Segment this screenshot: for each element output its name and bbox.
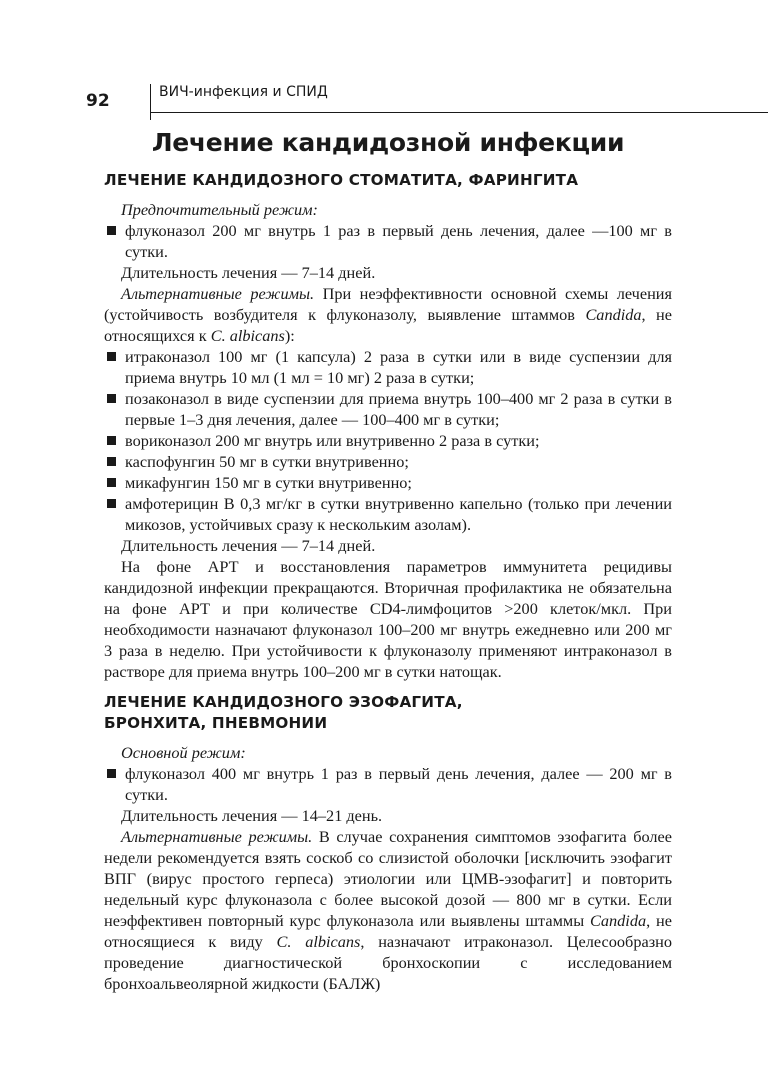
list-item: флуконазол 400 мг внутрь 1 раз в первый день лечения, далее — 200 мг в сутки. (104, 763, 672, 805)
list-item: позаконазол в виде суспензии для приема внутрь 100–400 мг 2 раза в сутки в первые 1–3 дня лечения, далее — 100–400 мг в сутки; (104, 388, 672, 430)
bullet-square-icon (107, 499, 116, 508)
bullet-square-icon (107, 394, 116, 403)
main-regimen-list (104, 763, 672, 805)
list-item: флуконазол 200 мг внутрь 1 раз в первый день лечения, далее —100 мг в сутки. (104, 220, 672, 262)
list-item: амфотерицин В 0,3 мг/кг в сутки внутривенно капельно (только при лечении микозов, устойчивых сразу к нескольким азолам). (104, 493, 672, 535)
page-header (86, 84, 686, 120)
bullet-square-icon (107, 226, 116, 235)
alternative-regimens-paragraph: Альтернативные режимы. В случае сохранения симптомов эзофагита более недели рекомендуется взять соскоб со слизистой оболочки [исключить эзофагит ВПГ (вирус простого герпеса) этиологии или ЦМВ-эзофагит] и повторить недельный курс флуконазола с более высокой дозой — 800 мг в сутки. Если неэффективен повторный курс флуконазола или выявлены штаммы Candida, не относящиеся к виду C. albicans, назначают итраконазол. Целесообразно проведение диагностической бронхоскопии с исследованием бронхоальвеолярной жидкости (БАЛЖ) (104, 827, 673, 993)
bullet-square-icon (107, 436, 116, 445)
bullet-square-icon (107, 478, 116, 487)
duration-text: Длительность лечения — 7–14 дней. (121, 536, 376, 555)
bullet-square-icon (107, 457, 116, 466)
main-regimen-label: Основной режим: (121, 743, 246, 762)
running-title: ВИЧ-инфекция и СПИД (159, 84, 328, 100)
body-paragraph: На фоне АРТ и восстановления параметров иммунитета рецидивы кандидозной инфекции прекращаются. Вторичная профилактика не обязательна на фоне АРТ и при количестве CD4-лимфоцитов >200 клеток/мкл. При необходимости назначают флуконазол 100–200 мг внутрь ежедневно или 200 мг 3 раза в неделю. При устойчивости к флуконазолу применяют интраконазол в растворе для приема внутрь 100–200 мг в сутки натощак. (104, 557, 672, 681)
duration-text: Длительность лечения — 7–14 дней. (121, 263, 376, 282)
bullet-square-icon (107, 769, 116, 778)
chapter-title: Лечение кандидозной инфекции (151, 128, 625, 157)
bullet-square-icon (107, 352, 116, 361)
alternative-regimens-intro: Альтернативные режимы. При неэффективности основной схемы лечения (устойчивость возбудителя к флуконазолу, выявление штаммов Candida, не относящихся к C. albicans): (104, 284, 673, 345)
page-number: 92 (86, 91, 110, 111)
page-content (104, 128, 672, 994)
list-item: микафунгин 150 мг в сутки внутривенно; (104, 472, 672, 493)
alternative-regimens-label: Альтернативные режимы. (121, 827, 313, 846)
header-horizontal-rule (150, 112, 768, 113)
section-heading-esophagitis: ЛЕЧЕНИЕ КАНДИДОЗНОГО ЭЗОФАГИТА, БРОНХИТА, ПНЕВМОНИИ (104, 693, 463, 732)
list-item: каспофунгин 50 мг в сутки внутривенно; (104, 451, 672, 472)
list-item: итраконазол 100 мг (1 капсула) 2 раза в сутки или в виде суспензии для приема внутрь 10 мл (1 мл = 10 мг) 2 раза в сутки; (104, 346, 672, 388)
preferred-regimen-label: Предпочтительный режим: (121, 200, 318, 219)
header-vertical-rule (150, 84, 151, 120)
list-item: вориконазол 200 мг внутрь или внутривенно 2 раза в сутки; (104, 430, 672, 451)
preferred-regimen-list (104, 220, 672, 262)
alternative-regimen-list (104, 346, 672, 535)
duration-text: Длительность лечения — 14–21 день. (121, 806, 383, 825)
alternative-regimens-label: Альтернативные режимы. (121, 284, 315, 303)
section-heading-stomatitis: ЛЕЧЕНИЕ КАНДИДОЗНОГО СТОМАТИТА, ФАРИНГИТА (104, 171, 579, 189)
